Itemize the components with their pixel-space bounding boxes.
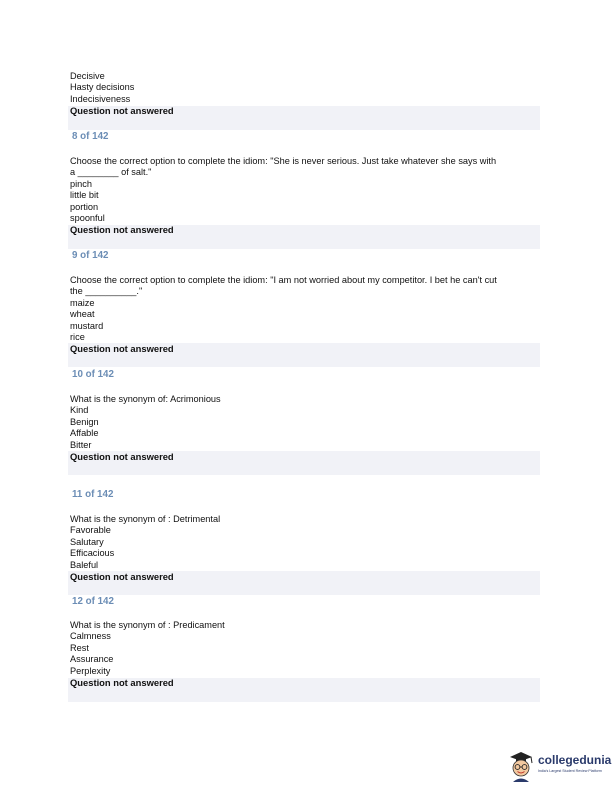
option: Favorable <box>70 525 111 536</box>
option: Rest <box>70 642 89 653</box>
question-text: Choose the correct option to complete the idiom: "I am not worried about my competitor. I bet he can't cut <box>70 275 497 285</box>
option: maize <box>70 297 95 308</box>
option: rice <box>70 332 85 343</box>
option: Indecisiveness <box>70 93 131 104</box>
option: spoonful <box>70 213 105 224</box>
option: Benign <box>70 416 99 427</box>
logo-wordmark: collegedunia <box>538 753 612 767</box>
question-11 <box>70 514 540 582</box>
question-number: 9 of 142 <box>72 250 109 261</box>
answer-status: Question not answered <box>70 343 174 355</box>
option: Assurance <box>70 654 114 665</box>
option: little bit <box>70 190 99 201</box>
question-text: What is the synonym of : Detrimental <box>70 514 221 524</box>
question-7-tail <box>70 71 540 117</box>
option: portion <box>70 201 99 212</box>
option: Bitter <box>70 439 92 450</box>
option: wheat <box>70 309 95 320</box>
question-10 <box>70 394 540 462</box>
option: Hasty decisions <box>70 82 135 93</box>
answer-status: Question not answered <box>70 571 174 583</box>
question-8 <box>70 156 540 236</box>
question-text: the __________." <box>70 286 143 297</box>
question-text: Choose the correct option to complete the idiom: "She is never serious. Just take whatever she says with <box>70 156 497 166</box>
option: Baleful <box>70 559 99 570</box>
answer-status: Question not answered <box>70 105 174 117</box>
option: Calmness <box>70 631 111 642</box>
option: Kind <box>70 405 89 416</box>
answer-status: Question not answered <box>70 677 174 689</box>
question-number: 10 of 142 <box>72 369 114 380</box>
collegedunia-logo <box>506 749 612 783</box>
option: Perplexity <box>70 665 111 676</box>
question-number: 12 of 142 <box>72 596 114 607</box>
question-text: a ________ of salt." <box>70 167 152 178</box>
option: Decisive <box>70 71 105 81</box>
question-12 <box>70 620 540 688</box>
question-text: What is the synonym of: Acrimonious <box>70 394 221 404</box>
student-mascot-icon <box>506 749 536 783</box>
option: mustard <box>70 320 104 331</box>
question-number: 8 of 142 <box>72 131 109 142</box>
answer-status: Question not answered <box>70 451 174 463</box>
option: Efficacious <box>70 548 115 559</box>
option: Salutary <box>70 536 104 547</box>
question-text: What is the synonym of : Predicament <box>70 620 225 630</box>
question-9 <box>70 275 540 355</box>
option: pinch <box>70 178 92 189</box>
answer-status: Question not answered <box>70 224 174 236</box>
logo-tagline: India's Largest Student Review Platform <box>538 769 602 773</box>
option: Affable <box>70 428 99 439</box>
question-number: 11 of 142 <box>72 489 114 500</box>
